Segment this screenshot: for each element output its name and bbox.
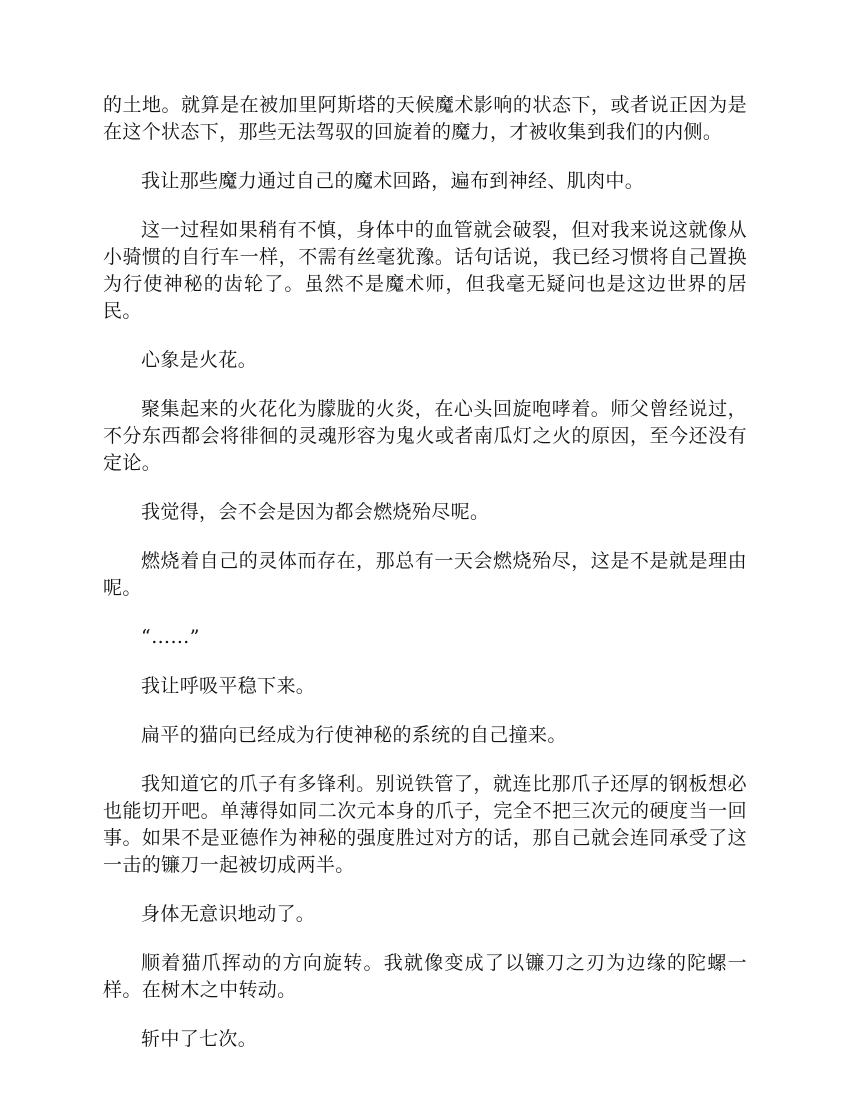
document-body xyxy=(103,92,747,1053)
paragraph: 的土地。就算是在被加里阿斯塔的天候魔术影响的状态下，或者说正因为是在这个状态下，那些无法驾驭的回旋着的魔力，才被收集到我们的内侧。 xyxy=(103,94,747,143)
paragraph: 扁平的猫向已经成为行使神秘的系统的自己撞来。 xyxy=(141,724,567,746)
paragraph: “……” xyxy=(141,626,200,648)
paragraph: 燃烧着自己的灵体而存在，那总有一天会燃烧殆尽，这是不是就是理由呢。 xyxy=(103,550,747,599)
paragraph: 我知道它的爪子有多锋利。别说铁管了，就连比那爪子还厚的钢板想必也能切开吧。单薄得如同二次元本身的爪子，完全不把三次元的硬度当一回事。如果不是亚德作为神秘的强度胜过对方的话，那自己就会连同承受了这一击的镰刀一起被切成两半。 xyxy=(103,773,747,876)
paragraph: 斩中了七次。 xyxy=(141,1028,258,1050)
paragraph: 顺着猫爪挥动的方向旋转。我就像变成了以镰刀之刃为边缘的陀螺一样。在树木之中转动。 xyxy=(103,952,747,1001)
paragraph: 我让那些魔力通过自己的魔术回路，遍布到神经、肌肉中。 xyxy=(141,170,645,192)
paragraph: 心象是火花。 xyxy=(141,349,258,371)
paragraph: 我让呼吸平稳下来。 xyxy=(141,675,316,697)
paragraph: 这一过程如果稍有不慎，身体中的血管就会破裂，但对我来说这就像从小骑惯的自行车一样，不需有丝毫犹豫。话句话说，我已经习惯将自己置换为行使神秘的齿轮了。虽然不是魔术师，但我毫无疑问也是这边世界的居民。 xyxy=(103,219,747,322)
paragraph: 聚集起来的火花化为朦胧的火炎，在心头回旋咆哮着。师父曾经说过，不分东西都会将徘徊的灵魂形容为鬼火或者南瓜灯之火的原因，至今还没有定论。 xyxy=(103,398,747,474)
paragraph: 我觉得，会不会是因为都会燃烧殆尽呢。 xyxy=(141,501,490,523)
paragraph: 身体无意识地动了。 xyxy=(141,903,316,925)
